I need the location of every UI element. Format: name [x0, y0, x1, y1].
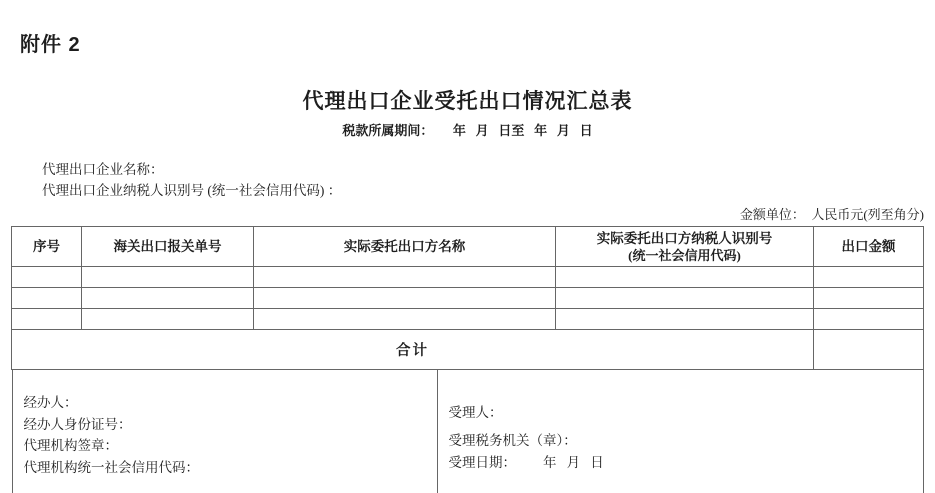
- total-label: 合计: [12, 330, 814, 370]
- handler-label: 经办人：: [23, 395, 78, 410]
- table-row: [12, 267, 924, 288]
- header-entrusting-exporter-tax-id: [556, 227, 814, 267]
- page-title: 代理出口企业受托出口情况汇总表: [302, 89, 633, 113]
- company-name-label: 代理出口企业名称：: [42, 162, 164, 177]
- header-customs-declaration-no: 海关出口报关单号: [82, 227, 254, 267]
- export-summary-table: [11, 226, 924, 370]
- agency-signature-cell: [13, 370, 438, 493]
- empty-cell: [254, 309, 556, 330]
- table-header-row: [12, 227, 924, 267]
- empty-cell: [254, 267, 556, 288]
- handler-id-label: 经办人身份证号：: [23, 416, 132, 432]
- empty-cell: [82, 288, 254, 309]
- empty-cell: [12, 288, 82, 309]
- tax-period-line: 税款所属期间： 年 月 日至 年 月 日: [342, 123, 593, 138]
- header-seq: 序号: [12, 227, 82, 267]
- empty-cell: [12, 309, 82, 330]
- signature-section: [12, 370, 924, 493]
- empty-cell: [814, 267, 924, 288]
- company-tax-id-label: 代理出口企业纳税人识别号 (统一社会信用代码) ：: [42, 183, 342, 198]
- empty-cell: [814, 309, 924, 330]
- acceptor-label: 受理人：: [448, 405, 503, 420]
- empty-cell: [556, 309, 814, 330]
- agency-credit-code-label: 代理机构统一社会信用代码：: [23, 459, 199, 475]
- company-info-block: [42, 159, 935, 201]
- empty-cell: [12, 267, 82, 288]
- table-row: [12, 288, 924, 309]
- total-row: [12, 330, 924, 370]
- empty-cell: [814, 288, 924, 309]
- tax-authority-cell: [438, 370, 923, 493]
- header-export-amount: 出口金额: [814, 227, 924, 267]
- attachment-label: 附件 2: [20, 34, 81, 56]
- accepting-tax-authority-label: 受理税务机关（章）：: [448, 433, 577, 448]
- header-tax-id-line1: 实际委托出口方纳税人识别号: [596, 230, 773, 246]
- empty-cell: [82, 267, 254, 288]
- header-tax-id-line2: (统一社会信用代码): [628, 247, 741, 263]
- table-row: [12, 309, 924, 330]
- amount-unit-note: 金额单位： 人民币元(列至角分): [739, 207, 924, 222]
- total-amount-cell: [814, 330, 924, 370]
- agency-seal-label: 代理机构签章：: [23, 438, 118, 453]
- empty-cell: [556, 267, 814, 288]
- header-entrusting-exporter-name: 实际委托出口方名称: [254, 227, 556, 267]
- acceptance-date-label: 受理日期： 年 月 日: [448, 455, 604, 470]
- empty-cell: [82, 309, 254, 330]
- empty-cell: [556, 288, 814, 309]
- empty-cell: [254, 288, 556, 309]
